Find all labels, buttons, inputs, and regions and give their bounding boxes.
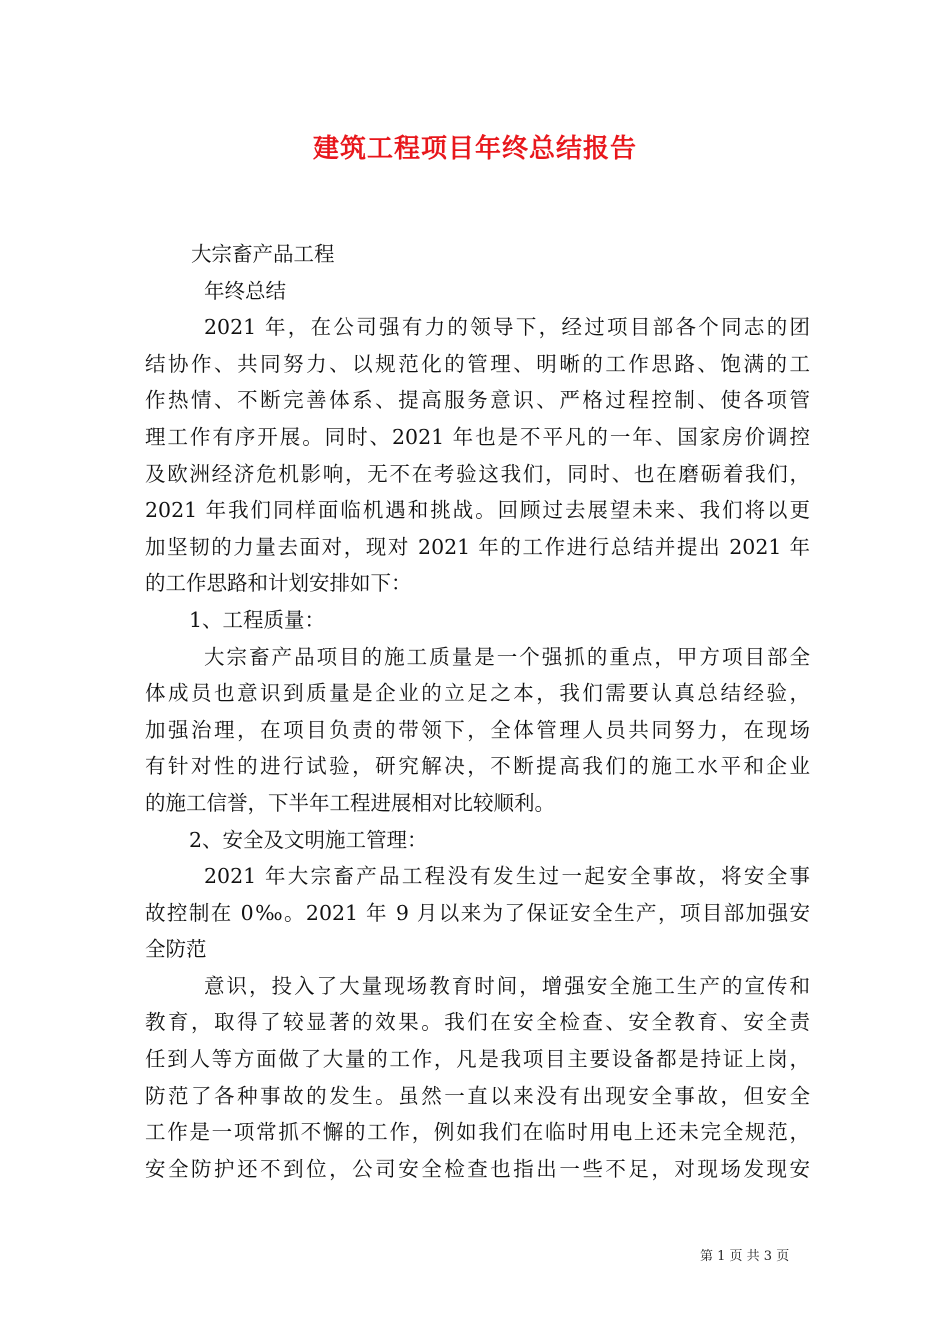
paragraph-line: 2021 年大宗畜产品工程没有发生过一起安全事故，将安全事 xyxy=(204,864,810,889)
subtitle-line: 大宗畜产品工程 xyxy=(191,242,335,266)
paragraph-line: 有针对性的进行试验，研究解决，不断提高我们的施工水平和企业 xyxy=(145,754,810,779)
paragraph-line: 结协作、共同努力、以规范化的管理、明晰的工作思路、饱满的工 xyxy=(145,351,810,376)
page-number: 第 1 页 共 3 页 xyxy=(700,1249,790,1264)
paragraph-line: 2021 年，在公司强有力的领导下，经过项目部各个同志的团 xyxy=(204,315,810,340)
paragraph-line: 故控制在 0‰。2021 年 9 月以来为了保证安全生产，项目部加强安 xyxy=(145,900,810,925)
paragraph-line: 2021 年我们同样面临机遇和挑战。回顾过去展望未来、我们将以更 xyxy=(145,498,810,523)
paragraph-line: 加坚韧的力量去面对，现对 2021 年的工作进行总结并提出 2021 年 xyxy=(145,534,810,559)
paragraph-line: 教育，取得了较显著的效果。我们在安全检查、安全教育、安全责 xyxy=(145,1010,810,1035)
paragraph-line: 任到人等方面做了大量的工作，凡是我项目主要设备都是持证上岗， xyxy=(145,1047,810,1072)
document-body xyxy=(145,236,810,1187)
paragraph-line: 防范了各种事故的发生。虽然一直以来没有出现安全事故，但安全 xyxy=(145,1083,810,1108)
paragraph-line: 理工作有序开展。同时、2021 年也是不平凡的一年、国家房价调控 xyxy=(145,424,810,449)
paragraph-line: 体成员也意识到质量是企业的立足之本，我们需要认真总结经验， xyxy=(145,681,810,706)
paragraph-line: 的工作思路和计划安排如下： xyxy=(145,571,412,596)
section-heading: 2、安全及文明施工管理： xyxy=(189,827,428,852)
paragraph-line: 大宗畜产品项目的施工质量是一个强抓的重点，甲方项目部全 xyxy=(204,644,810,669)
subtitle-line: 年终总结 xyxy=(204,278,286,303)
paragraph-line: 工作是一项常抓不懈的工作，例如我们在临时用电上还未完全规范， xyxy=(145,1120,810,1145)
paragraph-line: 的施工信誉，下半年工程进展相对比较顺利。 xyxy=(145,790,555,815)
paragraph-line: 意识，投入了大量现场教育时间，增强安全施工生产的宣传和 xyxy=(204,973,810,998)
paragraph-line: 作热情、不断完善体系、提高服务意识、严格过程控制、使各项管 xyxy=(145,388,810,413)
paragraph-line: 加强治理，在项目负责的带领下，全体管理人员共同努力，在现场 xyxy=(145,717,810,742)
paragraph-line: 及欧洲经济危机影响，无不在考验这我们，同时、也在磨砺着我们， xyxy=(145,461,810,486)
document-title: 建筑工程项目年终总结报告 xyxy=(312,134,637,164)
paragraph-line: 安全防护还不到位，公司安全检查也指出一些不足，对现场发现安 xyxy=(145,1156,810,1181)
paragraph-line: 全防范 xyxy=(145,937,207,962)
section-heading: 1、工程质量： xyxy=(189,607,326,632)
